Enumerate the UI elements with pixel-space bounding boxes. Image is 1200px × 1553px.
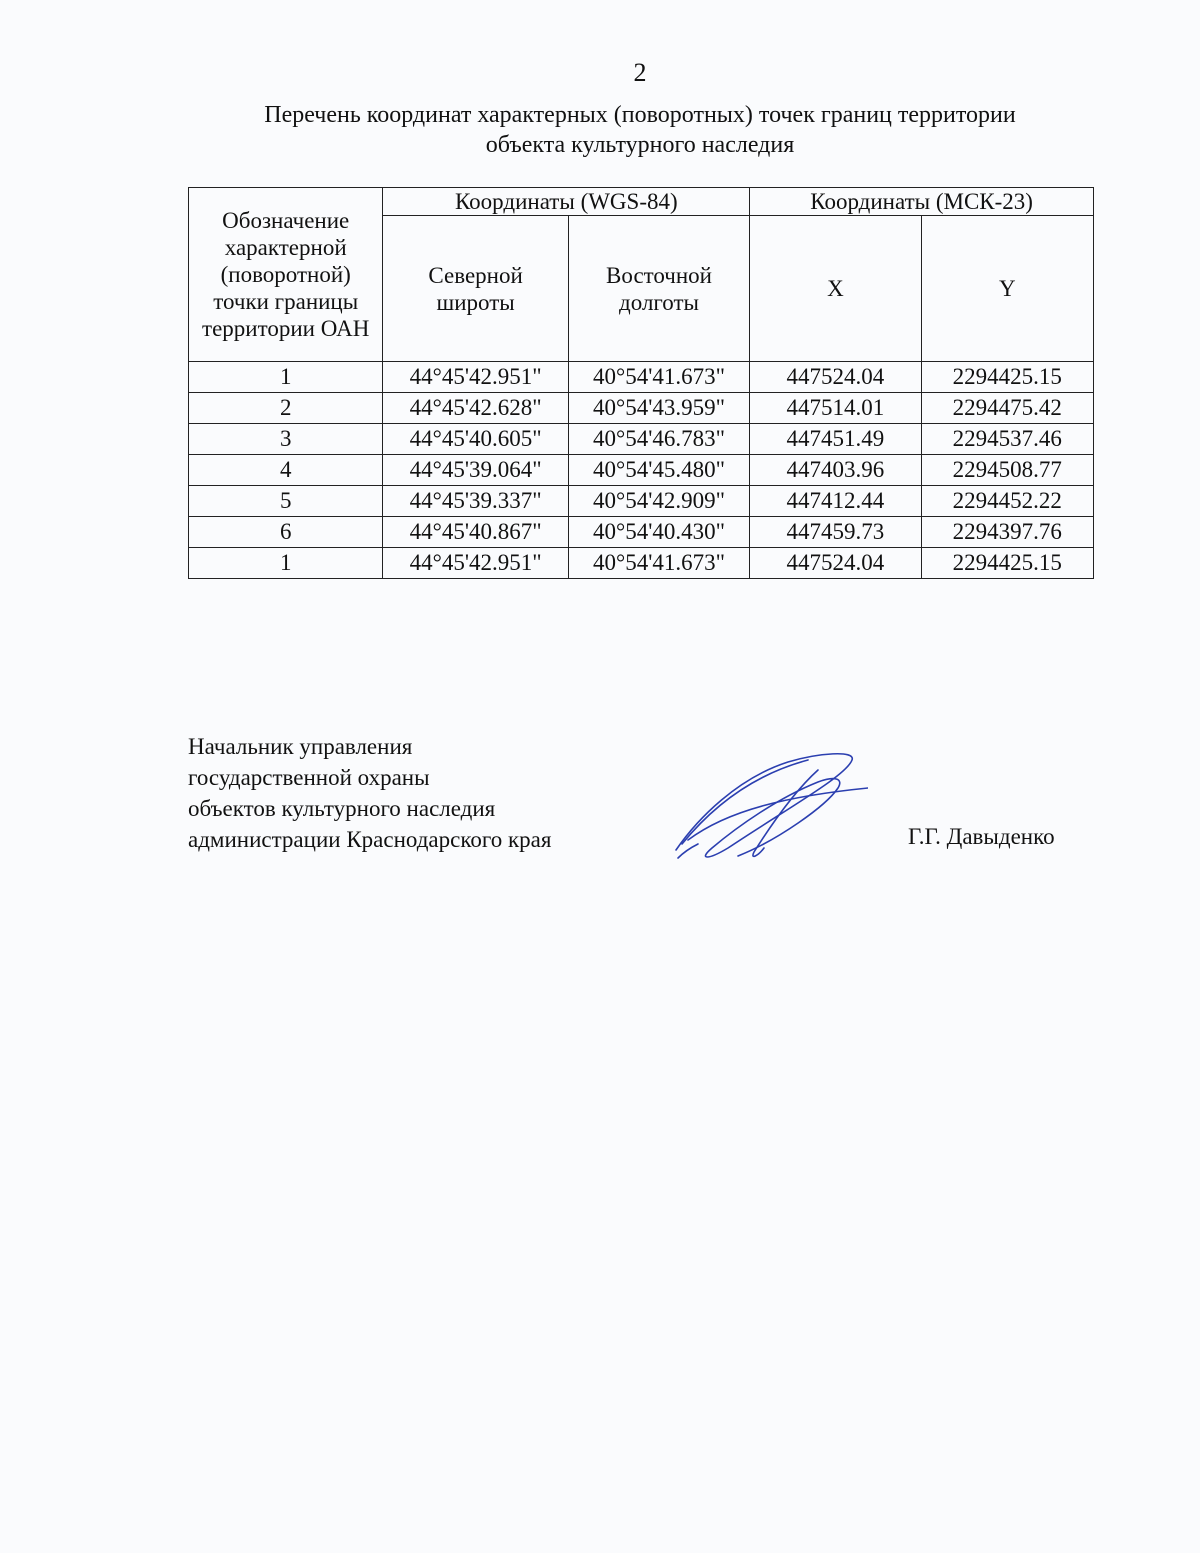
cell-north-latitude: 44°45'39.337" — [383, 486, 568, 517]
cell-y: 2294397.76 — [921, 517, 1093, 548]
table-row — [189, 548, 1094, 579]
cell-north-latitude: 44°45'42.628" — [383, 393, 568, 424]
document-title — [0, 100, 1200, 160]
cell-east-longitude: 40°54'40.430" — [568, 517, 749, 548]
header-group-msk23: Координаты (МСК-23) — [750, 188, 1094, 216]
coordinates-table — [188, 187, 1094, 579]
cell-east-longitude: 40°54'45.480" — [568, 455, 749, 486]
title-line-2: объекта культурного наследия — [485, 132, 795, 158]
table-row — [189, 486, 1094, 517]
table-row — [189, 362, 1094, 393]
header-designation: Обозначение характерной (поворотной) точки границы территории ОАН — [189, 188, 383, 362]
cell-north-latitude: 44°45'39.064" — [383, 455, 568, 486]
table-body — [189, 362, 1094, 579]
signature-title-block — [188, 731, 551, 855]
signer-position-line-2: государственной охраны — [188, 765, 430, 790]
header-north-latitude: Северной широты — [383, 216, 568, 362]
table-row — [189, 517, 1094, 548]
cell-x: 447451.49 — [750, 424, 921, 455]
table-row — [189, 424, 1094, 455]
signer-position-line-4: администрации Краснодарского края — [188, 827, 552, 852]
cell-point: 2 — [189, 393, 383, 424]
cell-y: 2294537.46 — [921, 424, 1093, 455]
handwritten-signature — [668, 748, 868, 868]
cell-x: 447459.73 — [750, 517, 921, 548]
cell-point: 3 — [189, 424, 383, 455]
cell-x: 447524.04 — [750, 362, 921, 393]
title-line-1: Перечень координат характерных (поворотных) точек границ территории — [264, 102, 1016, 128]
cell-x: 447524.04 — [750, 548, 921, 579]
cell-y: 2294475.42 — [921, 393, 1093, 424]
cell-y: 2294452.22 — [921, 486, 1093, 517]
cell-north-latitude: 44°45'42.951" — [383, 362, 568, 393]
cell-x: 447514.01 — [750, 393, 921, 424]
cell-east-longitude: 40°54'46.783" — [568, 424, 749, 455]
page-number: 2 — [633, 58, 647, 87]
cell-point: 5 — [189, 486, 383, 517]
cell-north-latitude: 44°45'42.951" — [383, 548, 568, 579]
cell-east-longitude: 40°54'42.909" — [568, 486, 749, 517]
table-header — [189, 188, 1094, 362]
header-east-longitude: Восточной долготы — [568, 216, 749, 362]
cell-y: 2294425.15 — [921, 362, 1093, 393]
cell-x: 447412.44 — [750, 486, 921, 517]
cell-point: 1 — [189, 362, 383, 393]
cell-y: 2294508.77 — [921, 455, 1093, 486]
table-row — [189, 393, 1094, 424]
cell-point: 6 — [189, 517, 383, 548]
header-y: Y — [921, 216, 1093, 362]
signer-position-line-1: Начальник управления — [188, 734, 413, 759]
cell-north-latitude: 44°45'40.867" — [383, 517, 568, 548]
signer-name: Г.Г. Давыденко — [908, 824, 1055, 849]
cell-east-longitude: 40°54'43.959" — [568, 393, 749, 424]
cell-east-longitude: 40°54'41.673" — [568, 548, 749, 579]
cell-point: 1 — [189, 548, 383, 579]
header-x: X — [750, 216, 921, 362]
cell-north-latitude: 44°45'40.605" — [383, 424, 568, 455]
signer-position-line-3: объектов культурного наследия — [188, 796, 496, 821]
table-row — [189, 455, 1094, 486]
header-group-wgs84: Координаты (WGS-84) — [383, 188, 750, 216]
cell-y: 2294425.15 — [921, 548, 1093, 579]
cell-x: 447403.96 — [750, 455, 921, 486]
cell-point: 4 — [189, 455, 383, 486]
cell-east-longitude: 40°54'41.673" — [568, 362, 749, 393]
